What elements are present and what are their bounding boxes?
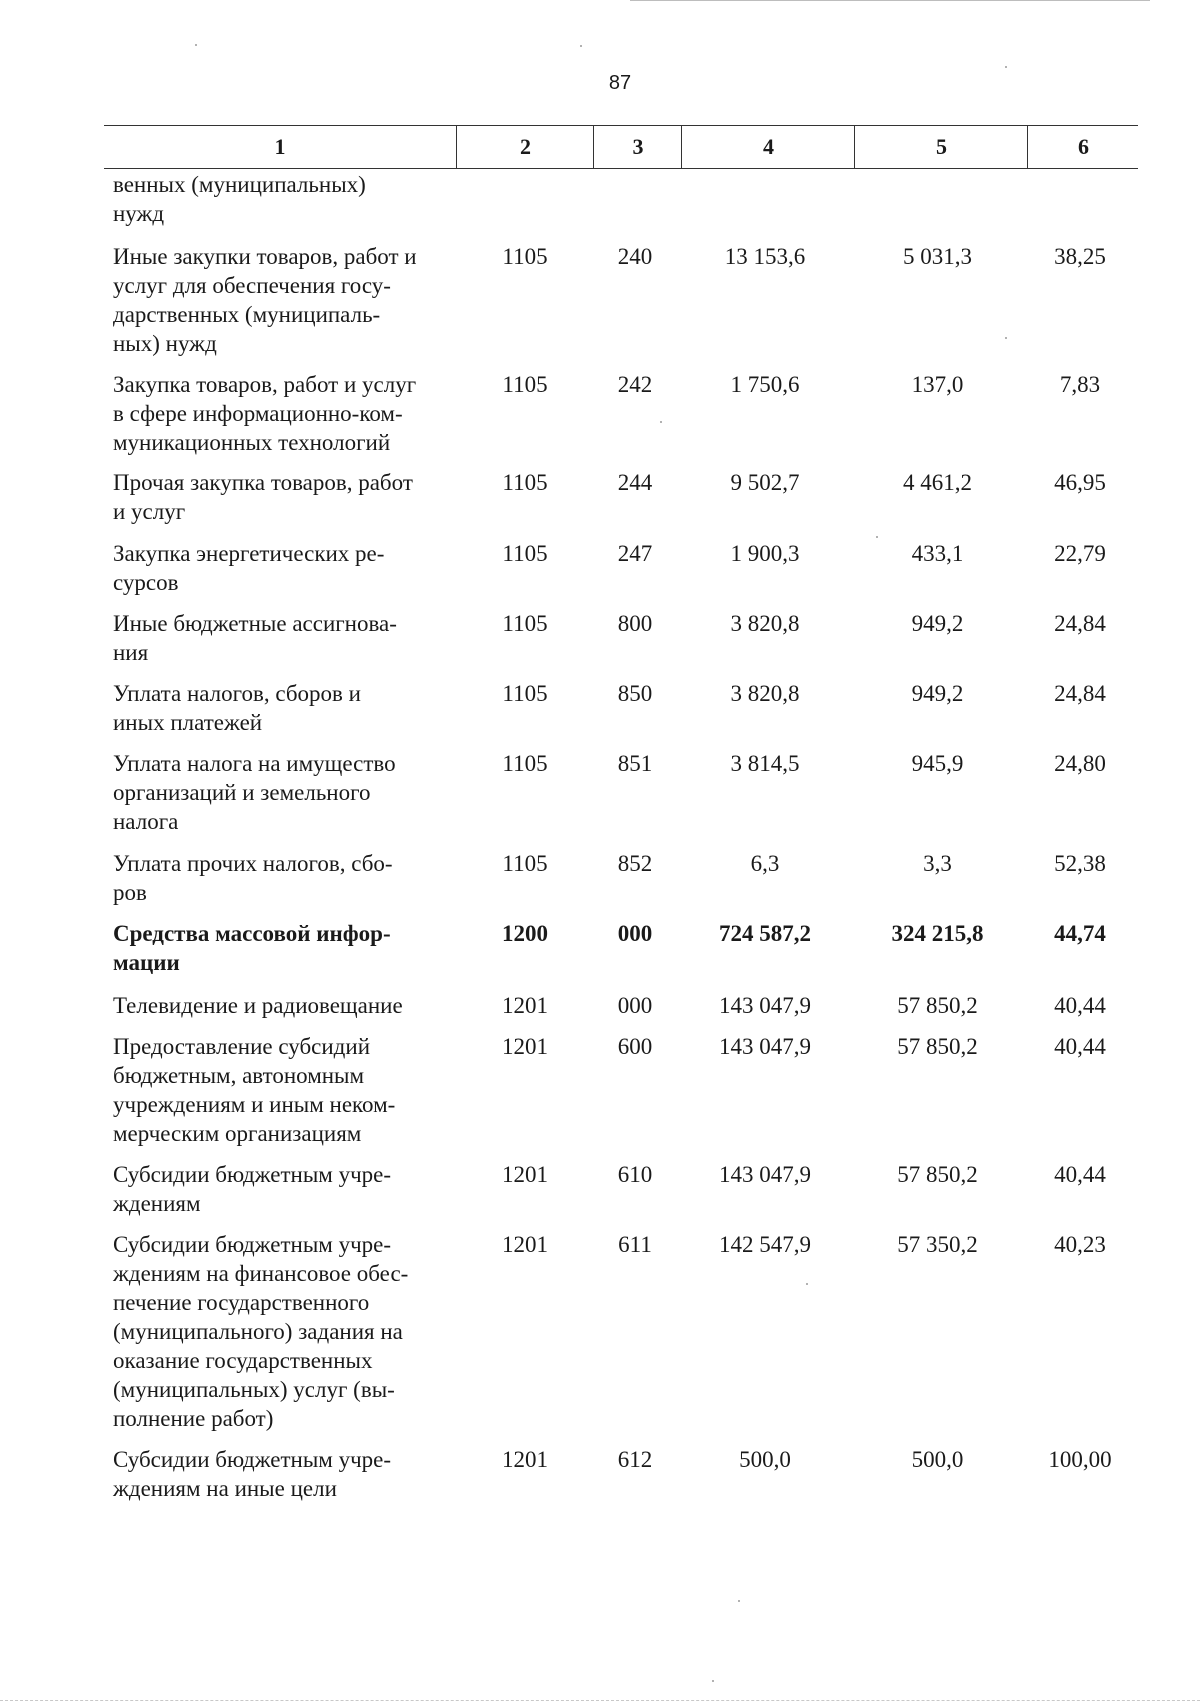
value-col-5: 500,0	[911, 1447, 964, 1472]
scan-speck	[580, 45, 582, 47]
type-code: 800	[617, 611, 653, 636]
row-label: Субсидии бюджетным учре- ждениям на иные цели	[113, 1447, 392, 1501]
value-col-5: 324 215,8	[891, 921, 984, 946]
row-label: Субсидии бюджетным учре- ждениям на финансовое обес- печение государственного (муниципального) задания на оказание государственных (муниципальных) услуг (вы- полнение работ)	[113, 1232, 409, 1431]
value-col-4: 724 587,2	[719, 921, 811, 946]
scan-bottom-edge	[0, 1700, 1200, 1701]
value-col-5: 949,2	[911, 681, 964, 706]
value-col-6: 44,74	[1054, 921, 1106, 946]
column-header-2: 2	[456, 126, 594, 168]
value-col-4: 9 502,7	[730, 470, 800, 495]
section-code: 1201	[502, 993, 548, 1018]
value-col-5: 4 461,2	[903, 470, 972, 495]
scan-speck	[876, 536, 878, 538]
section-code: 1105	[502, 244, 548, 269]
column-header-1: 1	[274, 134, 286, 159]
row-label: Прочая закупка товаров, работ и услуг	[113, 470, 413, 524]
value-col-4: 143 047,9	[719, 1034, 811, 1059]
type-code: 851	[617, 751, 653, 776]
scan-speck	[660, 421, 662, 423]
section-code: 1105	[502, 372, 548, 397]
value-col-6: 24,84	[1054, 611, 1106, 636]
value-col-5: 57 350,2	[897, 1232, 978, 1257]
row-label: Уплата налогов, сборов и иных платежей	[113, 681, 361, 735]
value-col-6: 38,25	[1054, 244, 1106, 269]
scan-top-edge	[630, 0, 1150, 1]
section-code: 1201	[502, 1034, 548, 1059]
value-col-6: 40,23	[1054, 1232, 1106, 1257]
type-code: 000	[617, 993, 653, 1018]
value-col-6: 24,80	[1054, 751, 1106, 776]
value-col-4: 142 547,9	[719, 1232, 811, 1257]
value-col-4: 143 047,9	[719, 1162, 811, 1187]
table-header	[104, 125, 1138, 169]
row-label: венных (муниципальных) нужд	[113, 172, 366, 226]
section-code: 1105	[502, 751, 548, 776]
value-col-5: 57 850,2	[897, 1162, 978, 1187]
value-col-4: 1 900,3	[730, 541, 800, 566]
value-col-4: 143 047,9	[719, 993, 811, 1018]
value-col-5: 57 850,2	[897, 993, 978, 1018]
section-code: 1105	[502, 681, 548, 706]
section-code: 1201	[502, 1232, 548, 1257]
row-label: Средства массовой инфор- мации	[113, 921, 391, 975]
value-col-5: 3,3	[923, 851, 952, 876]
value-col-6: 52,38	[1054, 851, 1106, 876]
row-label: Уплата прочих налогов, сбо- ров	[113, 851, 393, 905]
value-col-5: 57 850,2	[897, 1034, 978, 1059]
value-col-5: 945,9	[911, 751, 964, 776]
value-col-6: 40,44	[1054, 1034, 1106, 1059]
value-col-4: 6,3	[750, 851, 780, 876]
section-code: 1201	[502, 1447, 548, 1472]
scan-speck	[712, 1680, 714, 1682]
scan-speck	[806, 1283, 808, 1285]
value-col-6: 100,00	[1048, 1447, 1112, 1472]
scan-speck	[195, 44, 197, 46]
row-label: Уплата налога на имущество организаций и земельного налога	[113, 751, 396, 834]
type-code: 611	[618, 1232, 652, 1257]
column-header-5: 5	[854, 126, 1028, 168]
row-label: Субсидии бюджетным учре- ждениям	[113, 1162, 392, 1216]
type-code: 600	[617, 1034, 653, 1059]
type-code: 850	[617, 681, 653, 706]
scan-speck	[1005, 337, 1007, 339]
value-col-5: 5 031,3	[903, 244, 972, 269]
section-code: 1200	[502, 921, 548, 946]
value-col-5: 433,1	[911, 541, 964, 566]
section-code: 1105	[502, 611, 548, 636]
value-col-4: 3 820,8	[730, 611, 800, 636]
value-col-6: 40,44	[1054, 1162, 1106, 1187]
type-code: 247	[617, 541, 653, 566]
section-code: 1105	[502, 470, 548, 495]
value-col-6: 40,44	[1054, 993, 1106, 1018]
row-label: Иные бюджетные ассигнова- ния	[113, 611, 397, 665]
type-code: 612	[617, 1447, 653, 1472]
value-col-6: 7,83	[1059, 372, 1101, 397]
value-col-4: 3 820,8	[730, 681, 800, 706]
row-label: Телевидение и радиовещание	[113, 993, 403, 1018]
row-label: Предоставление субсидий бюджетным, автономным учреждениям и иным неком- мерческим организациям	[113, 1034, 396, 1146]
value-col-6: 46,95	[1054, 470, 1106, 495]
section-code: 1201	[502, 1162, 548, 1187]
page-number: 87	[608, 72, 632, 94]
row-label: Иные закупки товаров, работ и услуг для обеспечения госу- дарственных (муниципаль- ных) нужд	[113, 244, 417, 356]
row-label: Закупка энергетических ре- сурсов	[113, 541, 385, 595]
value-col-5: 137,0	[911, 372, 964, 397]
value-col-4: 500,0	[739, 1447, 791, 1472]
value-col-6: 22,79	[1054, 541, 1106, 566]
type-code: 852	[617, 851, 653, 876]
section-code: 1105	[502, 541, 548, 566]
value-col-4: 3 814,5	[730, 751, 800, 776]
section-code: 1105	[502, 851, 548, 876]
type-code: 240	[617, 244, 653, 269]
column-header-4: 4	[681, 126, 855, 168]
type-code: 610	[617, 1162, 653, 1187]
row-label: Закупка товаров, работ и услуг в сфере информационно-ком- муникационных технологий	[113, 372, 417, 455]
type-code: 244	[617, 470, 653, 495]
scan-speck	[738, 1600, 740, 1602]
column-header-3: 3	[593, 126, 682, 168]
scan-speck	[1005, 66, 1007, 68]
value-col-4: 13 153,6	[724, 244, 806, 269]
type-code: 000	[617, 921, 653, 946]
value-col-6: 24,84	[1054, 681, 1106, 706]
type-code: 242	[617, 372, 653, 397]
column-header-6: 6	[1027, 126, 1139, 168]
value-col-4: 1 750,6	[730, 372, 800, 397]
value-col-5: 949,2	[911, 611, 964, 636]
